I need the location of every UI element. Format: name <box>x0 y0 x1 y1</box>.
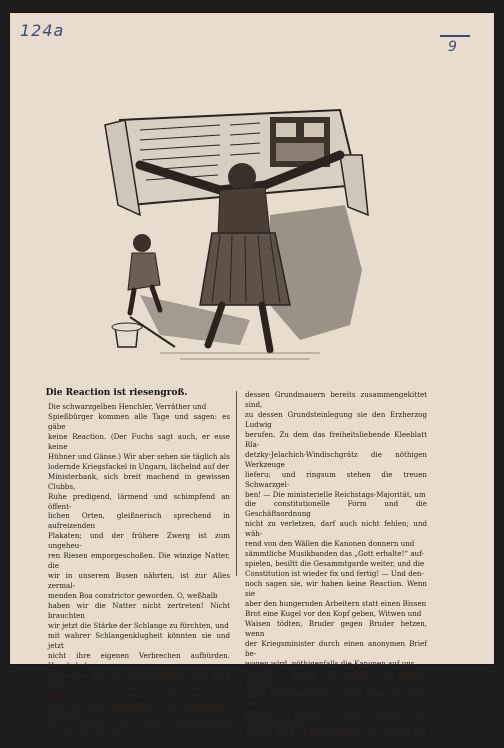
article-line: Brot eine Kugel vor den Kopf geben, Witwen und <box>245 608 422 618</box>
broadside-page <box>10 13 494 748</box>
article-line: menden Boa constrictor geworden. O, weßhalb <box>48 591 218 601</box>
article-line: rend von den Wällen die Kanonen donnern und <box>245 539 415 549</box>
article-line: ren Riesen emporgeschoßen. Die winzige Natter, die <box>48 551 230 571</box>
article-line: nicht ihre eigenen Verbrechen aufbürden. Heuchelnd <box>48 650 230 670</box>
article-line: Waisen tödten, Bruder gegen Bruder hetzen, wenn <box>245 618 427 638</box>
article-line: Plakaten; und der frühere Zwerg ist zum ungeheu- <box>48 531 230 551</box>
article-line: aber den hungernden Arbeitern statt einen Bissen <box>245 599 427 609</box>
folio-underline <box>440 35 470 37</box>
article-line: keine Reaction. (Der Fuchs sagt auch, er esse keine <box>48 431 230 451</box>
article-line: der Kriegsminister durch einen anonymen Brief be- <box>245 638 427 658</box>
handwritten-catalog-number: 124a <box>20 21 65 40</box>
column-divider <box>236 391 237 576</box>
article-line: ben! — Die ministerielle Reichstags-Majorität, um <box>245 489 426 499</box>
article-line: sagen sie: Wir, die Schwarzgelben, sind nicht Reac- <box>48 670 230 690</box>
article-line: berufen. Zu dem das freiheitsliebende Kleeblatt Rla- <box>245 429 427 449</box>
giant-head <box>228 163 256 191</box>
handwritten-folio-number: 9 <box>448 39 457 55</box>
article-column-right <box>245 390 427 748</box>
article-line: krieg heraufbeschwört, später aber in einem telegra- <box>245 688 427 708</box>
article-title: Die Reaction ist riesengroß. <box>45 388 188 398</box>
article-line: Vereine als die Ursache angibt und sie offen der re- <box>245 728 427 748</box>
article-line: und 26. Mai geschaffen. Und unermüdlich arbeiten <box>48 700 230 720</box>
article-line: spielen, besiltt die Gesammtgarde weiter, und die <box>245 559 425 569</box>
article-column-left <box>48 402 230 740</box>
article-line: Die schwarzgelben Henchler, Verräther und <box>48 402 207 411</box>
article-line: dessen Grundmauern bereits zusammengekittet sind, <box>245 390 427 409</box>
small-man-body <box>128 253 160 290</box>
article-line: mit wahrer Schlangenklugheit könnten sie und jetzt <box>48 630 230 650</box>
article-line: spielen zu lassen, und dadurch den offenen Bürger- <box>245 668 427 688</box>
small-man-head <box>133 234 151 252</box>
article-line: Constitution ist wieder fix und fertig! — Und den- <box>245 569 424 579</box>
article-line: haben wir die Natter nicht zertreten! Nicht brauchten <box>48 601 230 621</box>
article-line: wir in unserem Busen nährten, ist zur Alles zermal- <box>48 571 230 591</box>
woodcut-illustration <box>100 95 380 367</box>
article-line: nicht zu verletzen, darf auch nicht fehlen; und wäh- <box>245 519 427 539</box>
article-line: Ruhe predigend, lärmend und schimpfend an öffent- <box>48 491 230 511</box>
article-line: Hühner und Gänse.) Wir aber sehen sie täglich als <box>48 451 230 461</box>
article-line: phischen Berichte nach Brünn die demokratischen <box>245 708 427 728</box>
article-line: sie rebühri an dem absolutistisch-constitutionellen Bau, <box>48 720 230 740</box>
article-line: die constitutionelle Form und die Geschäftsordnung <box>245 499 427 519</box>
article-line: lichen Orten, gleißnerisch sprechend in aufreizenden <box>48 511 230 531</box>
article-line: noch sagen sie, wir haben keine Reaction. Wenn sie <box>245 579 427 599</box>
article-line: tionäre. Jene sind es, die den 13. März, den 15. <box>48 690 219 700</box>
article-line: sämmtliche Musikbanden das „Gott erhalte!“ auf- <box>245 549 424 559</box>
article-line: wogen wird, nöthigenfalls die Kanonen auf uns <box>245 658 415 668</box>
article-line: Ministerbank, sich breit machend in gewissen Clubbs, <box>48 471 230 491</box>
article-line: wir jetzt die Stärke der Schlange zu fürchten, und <box>48 620 229 630</box>
article-line: Spießbürger kommen alle Tage und sagen: es gäbe <box>48 411 230 431</box>
giant-torso <box>218 187 270 235</box>
article-line: zu dessen Grundsteinlegung sie den Erzherzog Ludwig <box>245 409 427 429</box>
article-line: detzky-Jelachich-Windischgrätz die nöthigen Werkzeuge <box>245 449 427 469</box>
article-line: lieferu; und ringsum stehen die treuen Schwarzgel- <box>245 469 427 489</box>
article-line: lodernde Kriegsfackel in Ungarn, lächelnd auf der <box>48 461 229 471</box>
